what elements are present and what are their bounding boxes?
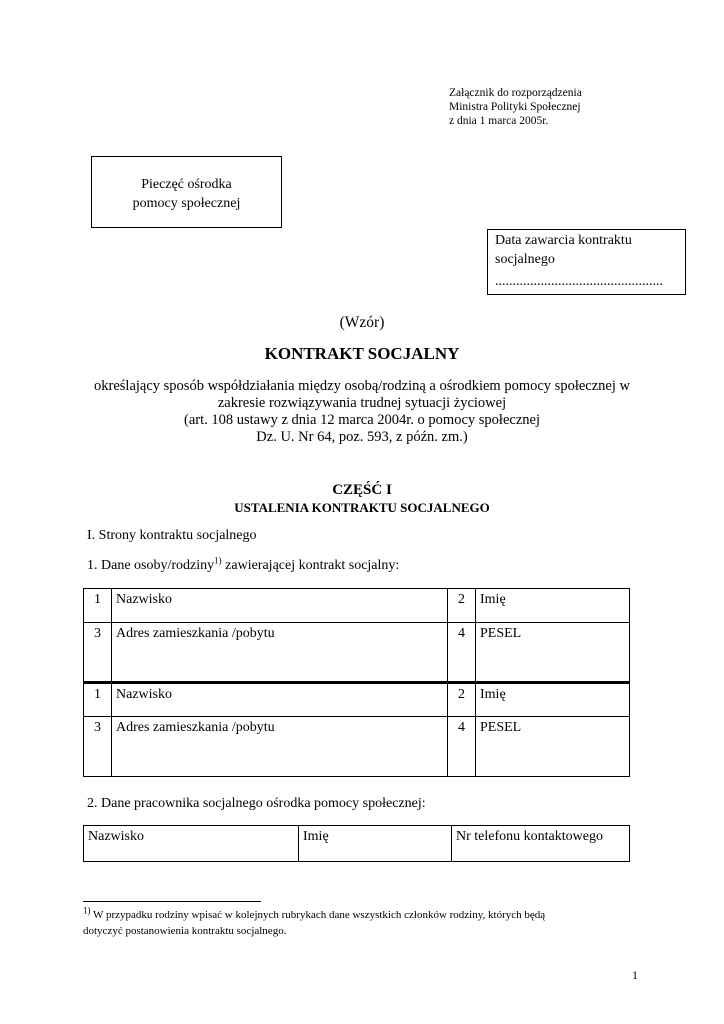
person-table [83,588,630,777]
footnote-text-1: W przypadku rodziny wpisać w kolejnych rubrykach dane wszystkich członków rodziny, których będą [90,909,546,921]
annex-note [449,86,582,128]
name-cell[interactable]: Imię [476,589,630,623]
annex-line-1: Załącznik do rozporządzenia [449,87,582,99]
pesel-cell[interactable]: PESEL [476,717,630,777]
stamp-line-2: pomocy społecznej [132,196,241,211]
worker-surname-cell[interactable]: Nazwisko [84,826,299,862]
cell-number: 2 [448,589,476,623]
description-line-4: Dz. U. Nr 64, poz. 593, z późn. zm.) [256,429,468,445]
cell-number: 1 [84,683,112,717]
template-label: (Wzór) [339,314,385,331]
item-2-heading: 2. Dane pracownika socjalnego ośrodka pomocy społecznej: [87,796,426,811]
footnote-line-2: dotyczyć postanowienia kontraktu socjalnego. [83,925,287,937]
table-row [84,589,630,623]
table-row [84,623,630,683]
footnote [83,907,628,939]
page-number: 1 [632,968,638,982]
surname-cell[interactable]: Nazwisko [112,589,448,623]
table-row [84,683,630,717]
document-description [0,378,724,446]
footnote-ref: 1) [214,555,222,566]
part-subheading: USTALENIA KONTRAKTU SOCJALNEGO [234,500,490,515]
description-line-1: określający sposób współdziałania między osobą/rodziną a ośrodkiem pomocy społecznej w [94,378,630,394]
part-heading: CZĘŚĆ I [332,482,392,498]
table-row [84,717,630,777]
cell-number: 1 [84,589,112,623]
item-1-heading [87,555,400,574]
name-cell[interactable]: Imię [476,683,630,717]
footnote-marker: 1) [83,905,91,916]
worker-table [83,825,630,862]
item-1-text-after: zawierającej kontrakt socjalny: [221,558,400,573]
document-title: KONTRAKT SOCJALNY [264,344,460,363]
date-dots: ................................................ [495,274,663,289]
item-1-text: 1. Dane osoby/rodziny [87,558,215,573]
description-line-2: zakresie rozwiązywania trudnej sytuacji życiowej [217,395,507,411]
stamp-box [91,156,282,228]
footnote-line-1 [83,907,628,923]
description-line-3: (art. 108 ustawy z dnia 12 marca 2004r. o pomocy społecznej [184,412,540,428]
cell-number: 4 [448,623,476,683]
surname-cell[interactable]: Nazwisko [112,683,448,717]
annex-line-2: Ministra Polityki Społecznej [449,101,581,113]
pesel-cell[interactable]: PESEL [476,623,630,683]
date-label-line-2: socjalnego [495,252,555,267]
annex-line-3: z dnia 1 marca 2005r. [449,115,549,127]
footnote-divider [83,901,261,902]
address-cell[interactable]: Adres zamieszkania /pobytu [112,623,448,683]
cell-number: 3 [84,623,112,683]
stamp-line-1: Pieczęć ośrodka [141,177,232,192]
table-row [84,826,630,862]
cell-number: 4 [448,717,476,777]
worker-phone-cell[interactable]: Nr telefonu kontaktowego [452,826,630,862]
date-label-line-1: Data zawarcia kontraktu [495,233,632,248]
cell-number: 3 [84,717,112,777]
address-cell[interactable]: Adres zamieszkania /pobytu [112,717,448,777]
worker-name-cell[interactable]: Imię [299,826,452,862]
cell-number: 2 [448,683,476,717]
contract-date-box[interactable] [487,229,686,295]
section-1-title: I. Strony kontraktu socjalnego [87,528,257,543]
